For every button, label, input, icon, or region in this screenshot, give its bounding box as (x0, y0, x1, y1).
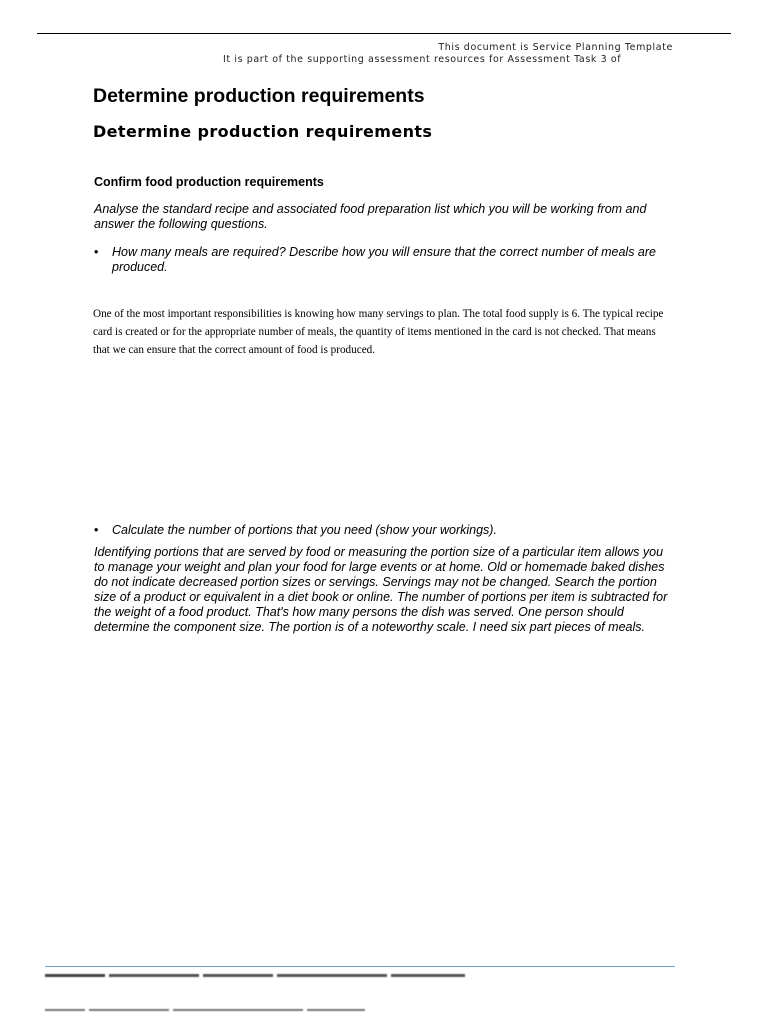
question-text: How many meals are required? Describe how you will ensure that the correct number of meals are produced. (112, 245, 656, 274)
header-rule (37, 33, 731, 34)
page-title: Determine production requirements (93, 85, 425, 107)
question-text: Calculate the number of portions that you need (show your workings). (112, 523, 497, 537)
question-item (94, 523, 674, 539)
answer-text: Identifying portions that are served by food or measuring the portion size of a particular item allows you to manage your weight and plan your food for large events or at home. Old or homemade baked dishes do not indicate decreased portion sizes or servings. Servings may not be changed. Search the portion size of a product or equivalent in a diet book or online. The number of portions per item is subtracted for the weight of a food product. That's how many persons the dish was served. One person should determine the component size. The portion is of a noteworthy scale. I need six part pieces of meals. (94, 545, 668, 634)
header-document-name: This document is Service Planning Template (438, 42, 673, 53)
section-intro: Analyse the standard recipe and associated food preparation list which you will be working from and answer the following questions. (94, 202, 647, 231)
footer-watermark-graphic (45, 972, 465, 980)
page-subtitle: Determine production requirements (93, 122, 433, 141)
bullet-marker: • (94, 523, 99, 537)
footer-watermark (45, 972, 465, 980)
question-item (94, 245, 674, 277)
header-assessment-note: It is part of the supporting assessment resources for Assessment Task 3 of (223, 54, 622, 65)
section-heading: Confirm food production requirements (94, 175, 324, 189)
footer-source-link (45, 1006, 365, 1014)
footer-rule (45, 966, 675, 967)
bullet-marker: • (94, 245, 99, 259)
answer-text: One of the most important responsibilities is knowing how many servings to plan. The total food supply is 6. The typical recipe card is created or for the appropriate number of meals, the quantity of items mentioned in the card is not checked. That means that we can ensure that the correct amount of food is produced. (93, 308, 664, 356)
footer-source-graphic (45, 1006, 365, 1014)
